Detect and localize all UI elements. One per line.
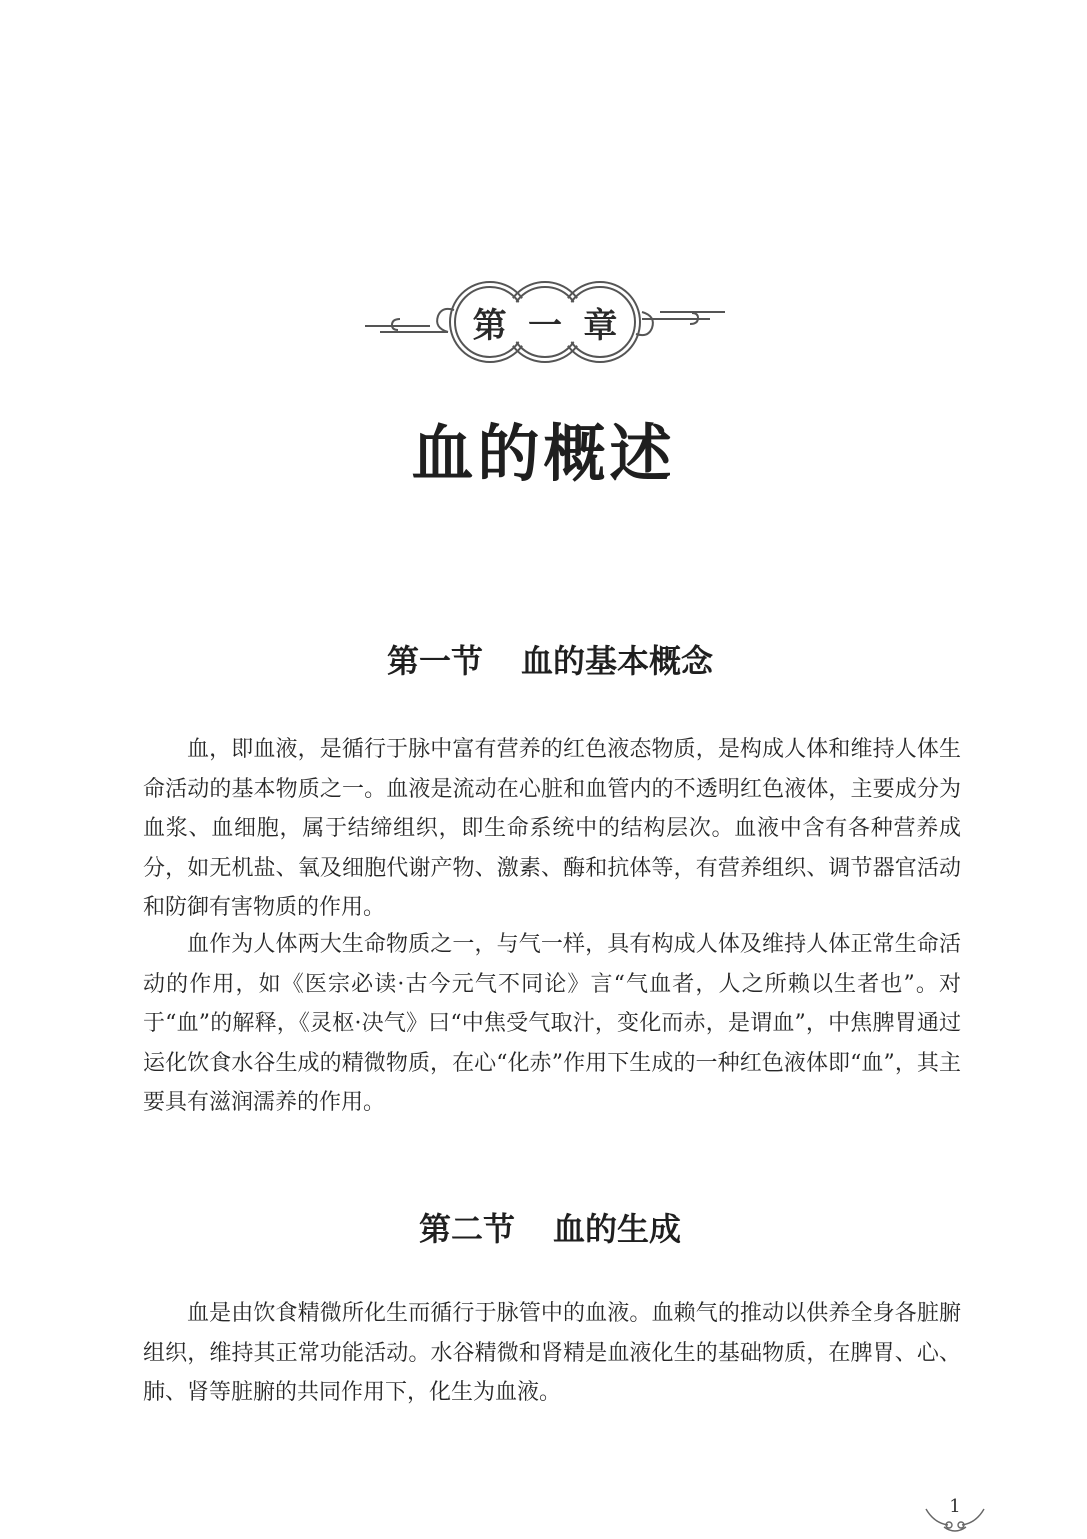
body-paragraph: 血作为人体两大生命物质之一，与气一样，具有构成人体及维持人体正常生命活动的作用，如《医宗必读·古今元气不同论》言“气血者，人之所赖以生者也”。对于“血”的解释，《灵枢·决气》曰“中焦受气取汁，变化而赤，是谓血”，中焦脾胃通过运化饮食水谷生成的精微物质，在心“化赤”作用下生成的一种红色液体即“血”，其主要具有滋润濡养的作用。 — [143, 932, 961, 1115]
section-heading — [0, 1204, 1087, 1250]
chapter-label-char: 章 — [583, 305, 618, 346]
body-paragraph: 血，即血液，是循行于脉中富有营养的红色液态物质，是构成人体和维持人体生命活动的基本物质之一。血液是流动在心脏和血管内的不透明红色液体，主要成分为血浆、血细胞，属于结缔组织，即生命系统中的结构层次。血液中含有各种营养成分，如无机盐、氧及细胞代谢产物、激素、酶和抗体等，有营养组织、调节器官活动和防御有害物质的作用。 — [143, 737, 961, 920]
section-heading — [0, 636, 1087, 682]
body-paragraph: 血是由饮食精微所化生而循行于脉管中的血液。血赖气的推动以供养全身各脏腑组织，维持其正常功能活动。水谷精微和肾精是血液化生的基础物质，在脾胃、心、肺、肾等脏腑的共同作用下，化生为血液。 — [143, 1301, 961, 1405]
chapter-emblem — [360, 272, 730, 372]
page-number-block — [922, 1497, 988, 1539]
chapter-label — [462, 294, 628, 350]
section-number: 第二节 — [418, 1210, 515, 1248]
page-number: 1 — [949, 1496, 961, 1517]
chapter-title: 血的概述 — [411, 417, 676, 490]
section-number: 第一节 — [386, 642, 483, 680]
section-title: 血的生成 — [553, 1210, 682, 1248]
chapter-label-char: 一 — [527, 305, 562, 346]
chapter-label-char: 第 — [472, 305, 507, 346]
section-title: 血的基本概念 — [521, 642, 714, 680]
